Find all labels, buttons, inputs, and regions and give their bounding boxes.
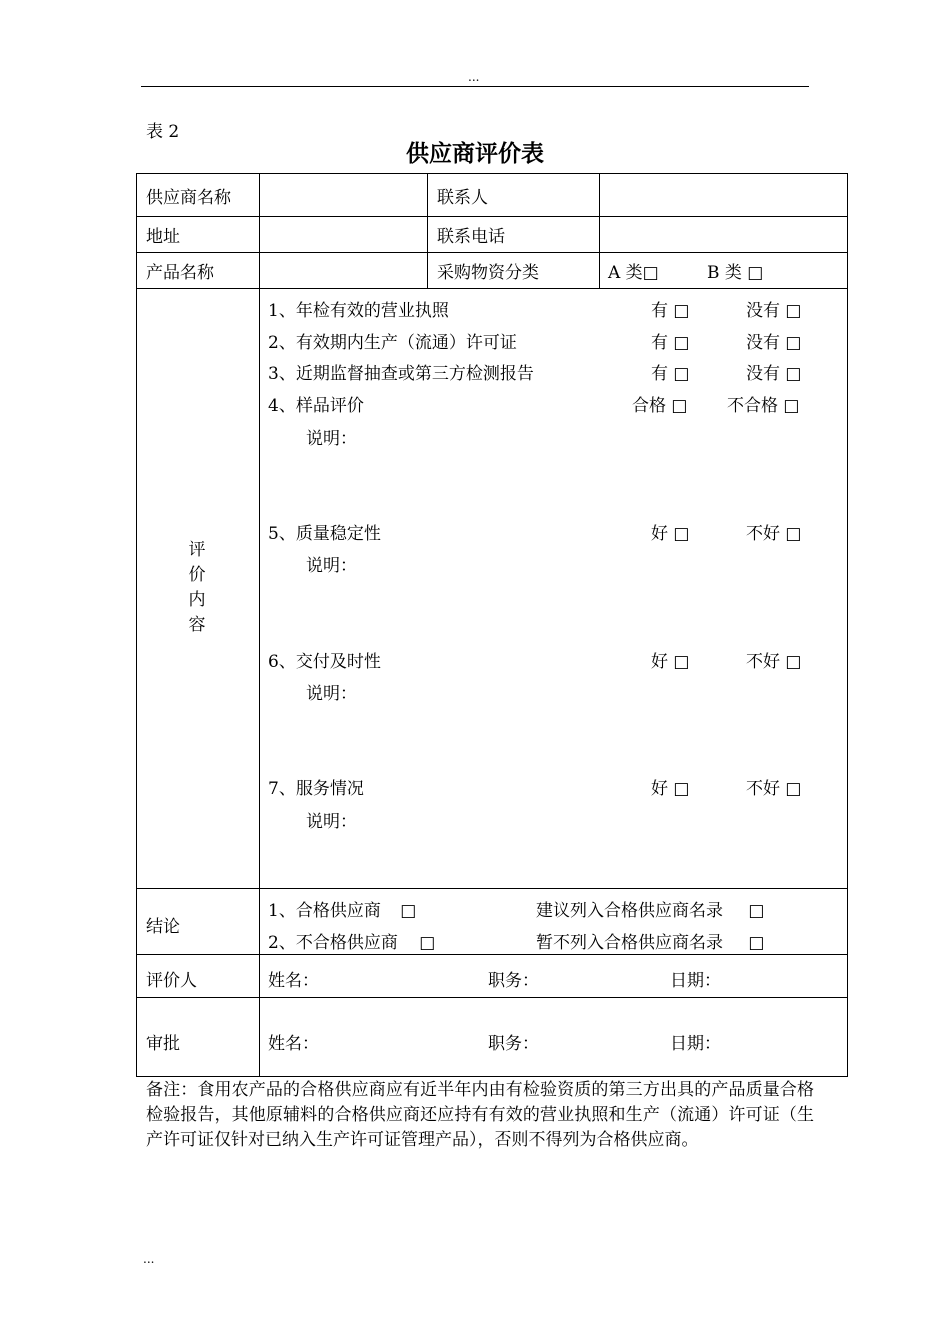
row-divider: [136, 997, 848, 998]
category-label: 采购物资分类: [437, 263, 539, 283]
conclusion-label: 结论: [146, 917, 180, 937]
eval-option-good[interactable]: 好 □: [651, 652, 690, 672]
evaluation-section-label: [186, 538, 208, 638]
row-divider: [136, 252, 848, 253]
approval-date-field[interactable]: 日期：: [670, 1034, 721, 1054]
eval-option-yes[interactable]: 有 □: [651, 364, 690, 384]
product-name-label: 产品名称: [146, 263, 214, 283]
suggest-include-option[interactable]: [536, 896, 764, 921]
row-divider: [136, 954, 848, 955]
approver-name-field[interactable]: 姓名：: [268, 1034, 319, 1054]
approval-label: 审批: [146, 1034, 180, 1054]
eval-item-text: 6、交付及时性: [268, 652, 381, 672]
eval-item-text: 4、样品评价: [268, 396, 364, 416]
table-number-label: 表 2: [146, 122, 180, 142]
checkbox-icon[interactable]: □: [400, 901, 417, 921]
checkbox-icon[interactable]: □: [748, 901, 765, 921]
column-divider: [259, 173, 260, 1077]
address-label: 地址: [146, 227, 180, 247]
section-char: 价: [188, 565, 206, 585]
eval-option-no[interactable]: 没有 □: [746, 301, 802, 321]
eval-option-bad[interactable]: 不好 □: [746, 652, 802, 672]
section-char: 容: [188, 615, 206, 635]
qualified-supplier-option[interactable]: [268, 896, 416, 921]
eval-item-text: 2、有效期内生产（流通）许可证: [268, 333, 517, 353]
evaluator-position-field[interactable]: 职务：: [488, 971, 539, 991]
suggest-exclude-text: 暂不列入合格供应商名录: [536, 933, 723, 953]
eval-option-pass[interactable]: 合格 □: [632, 396, 688, 416]
eval-option-bad[interactable]: 不好 □: [746, 524, 802, 544]
evaluator-name-field[interactable]: 姓名：: [268, 971, 319, 991]
unqualified-supplier-option[interactable]: [268, 928, 435, 953]
supplier-name-label: 供应商名称: [146, 188, 231, 208]
eval-option-good[interactable]: 好 □: [651, 524, 690, 544]
eval-note-label: 说明：: [306, 429, 357, 449]
eval-option-bad[interactable]: 不好 □: [746, 779, 802, 799]
unqualified-supplier-text: 2、不合格供应商: [268, 933, 398, 953]
eval-option-fail[interactable]: 不合格 □: [727, 396, 800, 416]
column-divider: [599, 173, 600, 288]
form-title: 供应商评价表: [406, 141, 544, 167]
header-dots: ...: [468, 70, 480, 84]
row-divider: [136, 216, 848, 217]
eval-option-no[interactable]: 没有 □: [746, 333, 802, 353]
approver-position-field[interactable]: 职务：: [488, 1034, 539, 1054]
section-char: 评: [188, 540, 206, 560]
footer-dots: ...: [143, 1252, 155, 1266]
qualified-supplier-text: 1、合格供应商: [268, 901, 381, 921]
eval-note-label: 说明：: [306, 812, 357, 832]
category-b-checkbox[interactable]: B 类 □: [707, 263, 764, 283]
eval-note-label: 说明：: [306, 556, 357, 576]
eval-item-text: 1、年检有效的营业执照: [268, 301, 449, 321]
remark-paragraph: 备注：食用农产品的合格供应商应有近半年内由有检验资质的第三方出具的产品质量合格检验报告，其他原辅料的合格供应商还应持有有效的营业执照和生产（流通）许可证（生产许可证仅针对已纳入生产许可证管理产品），否则不得列为合格供应商。: [146, 1080, 814, 1150]
checkbox-icon[interactable]: □: [419, 933, 436, 953]
column-divider: [427, 173, 428, 288]
eval-option-yes[interactable]: 有 □: [651, 333, 690, 353]
checkbox-icon[interactable]: □: [748, 933, 765, 953]
suggest-include-text: 建议列入合格供应商名录: [536, 901, 723, 921]
row-divider: [136, 288, 848, 289]
category-a-checkbox[interactable]: A 类□: [608, 263, 659, 283]
eval-item-text: 3、近期监督抽查或第三方检测报告: [268, 364, 534, 384]
section-char: 内: [188, 590, 206, 610]
contact-label: 联系人: [437, 188, 488, 208]
suggest-exclude-option[interactable]: [536, 928, 764, 953]
eval-note-label: 说明：: [306, 684, 357, 704]
eval-option-good[interactable]: 好 □: [651, 779, 690, 799]
evaluator-label: 评价人: [146, 971, 197, 991]
eval-item-text: 5、质量稳定性: [268, 524, 381, 544]
eval-option-yes[interactable]: 有 □: [651, 301, 690, 321]
evaluator-date-field[interactable]: 日期：: [670, 971, 721, 991]
row-divider: [136, 888, 848, 889]
eval-item-text: 7、服务情况: [268, 779, 364, 799]
eval-option-no[interactable]: 没有 □: [746, 364, 802, 384]
header-rule: [141, 86, 809, 87]
phone-label: 联系电话: [437, 227, 505, 247]
